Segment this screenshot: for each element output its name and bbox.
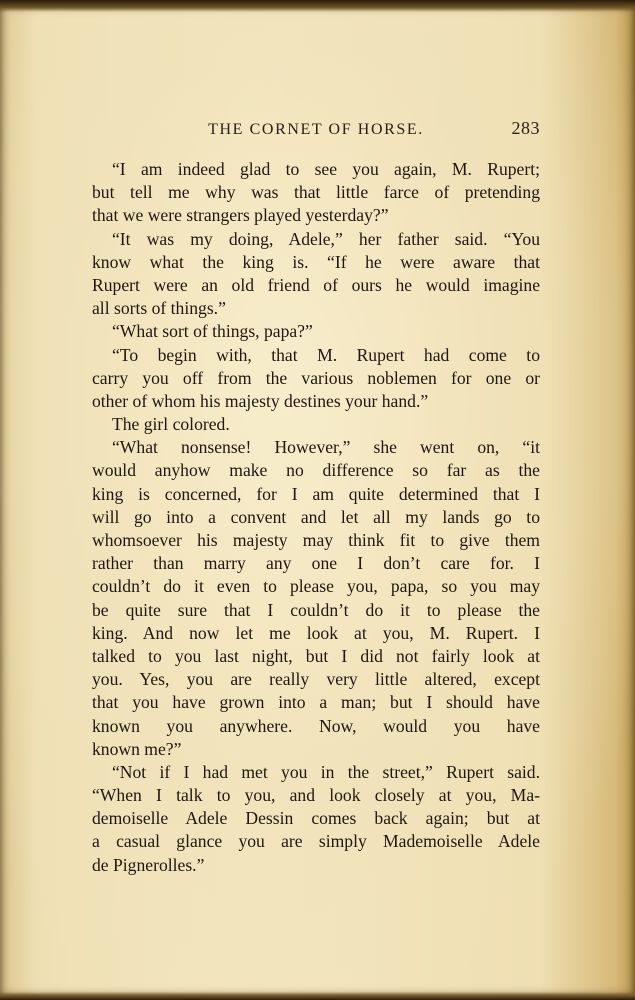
text-line: but tell me why was that little farce of pretending (92, 182, 540, 203)
text-line: “When I talk to you, and look closely at you, Ma- (92, 785, 540, 806)
running-head (92, 118, 540, 142)
text-line: “To begin with, that M. Rupert had come to (112, 344, 540, 365)
text-line: rather than marry any one I don’t care for. I (92, 553, 540, 574)
text-line: whomsoever his majesty may think fit to give them (92, 530, 540, 550)
body-text (92, 158, 540, 877)
text-line: a casual glance you are simply Mademoiselle Adele (92, 831, 540, 852)
text-line: demoiselle Adele Dessin comes back again; but at (92, 808, 540, 829)
text-line: “What nonsense! However,” she went on, “it (112, 437, 540, 458)
page-number: 283 (511, 118, 540, 138)
text-line: be quite sure that I couldn’t do it to please the (92, 599, 540, 620)
text-line: de Pignerolles.” (92, 854, 205, 875)
text-line: that you have grown into a man; but I should have (92, 692, 540, 713)
text-line: will go into a convent and let all my lands go to (92, 506, 540, 527)
text-line: that we were strangers played yesterday?” (92, 205, 389, 226)
text-line: couldn’t do it even to please you, papa, so you may (92, 576, 540, 597)
text-line: know what the king is. “If he were aware that (92, 251, 540, 272)
text-line: Rupert were an old friend of ours he would imagine (92, 274, 540, 295)
text-line: king is concerned, for I am quite determined that I (92, 483, 540, 504)
text-line: “What sort of things, papa?” (112, 321, 313, 342)
text-line: would anyhow make no difference so far as the (92, 460, 540, 481)
text-line: carry you off from the various noblemen for one or (92, 367, 540, 388)
text-line: king. And now let me look at you, M. Rupert. I (92, 622, 540, 643)
text-line: known you anywhere. Now, would you have (92, 715, 540, 736)
text-line: “I am indeed glad to see you again, M. Rupert; (112, 159, 540, 179)
page-bottom-edge (0, 992, 635, 1000)
text-line: The girl colored. (112, 414, 230, 435)
text-line: “It was my doing, Adele,” her father said. “You (112, 228, 540, 249)
text-line: known me?” (92, 738, 182, 759)
page-top-edge (0, 0, 635, 12)
text-line: talked to you last night, but I did not fairly look at (92, 645, 540, 666)
text-line: other of whom his majesty destines your hand.” (92, 390, 429, 411)
text-line: “Not if I had met you in the street,” Rupert said. (112, 761, 540, 782)
text-line: you. Yes, you are really very little altered, except (92, 669, 540, 690)
text-line: all sorts of things.” (92, 298, 226, 319)
running-title: THE CORNET OF HORSE. (208, 121, 424, 138)
